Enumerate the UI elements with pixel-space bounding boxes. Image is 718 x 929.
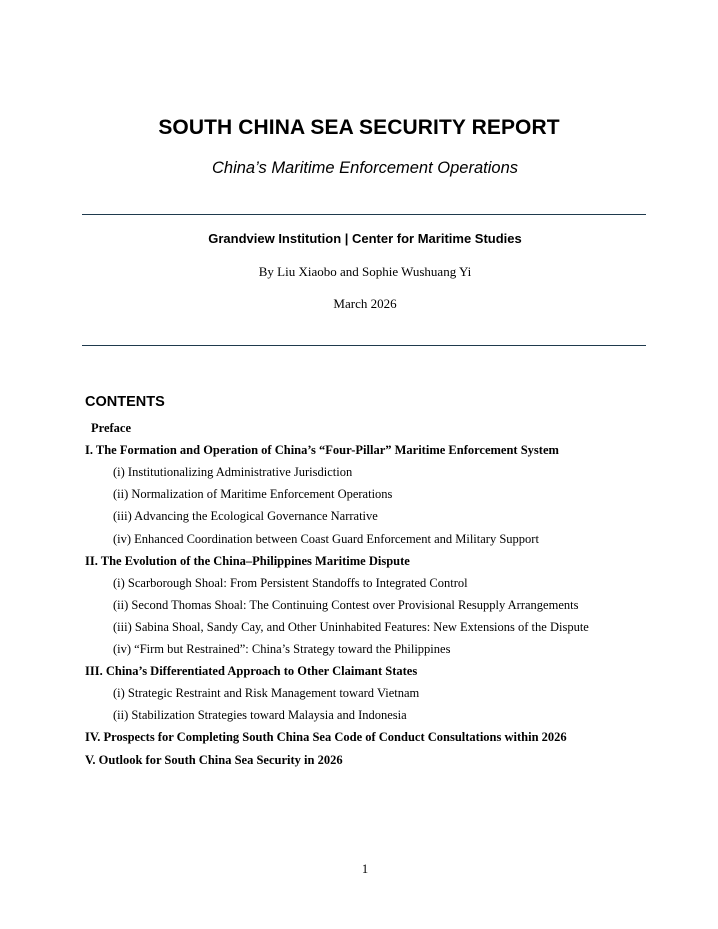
- authors-line: By Liu Xiaobo and Sophie Wushuang Yi: [258, 264, 472, 279]
- bottom-divider: [82, 345, 646, 346]
- institution-line: Grandview Institution | Center for Maritime Studies: [208, 231, 522, 246]
- toc-section: II. The Evolution of the China–Philippines Maritime Dispute: [85, 553, 410, 568]
- toc-subsection: (iv) Enhanced Coordination between Coast Guard Enforcement and Military Support: [113, 531, 539, 546]
- toc-subsection: (iv) “Firm but Restrained”: China’s Strategy toward the Philippines: [113, 642, 451, 656]
- report-title: SOUTH CHINA SEA SECURITY REPORT: [158, 116, 560, 139]
- toc-subsection: (iii) Sabina Shoal, Sandy Cay, and Other Uninhabited Features: New Extensions of the Dispute: [113, 619, 589, 634]
- contents-heading: CONTENTS: [85, 394, 165, 410]
- publication-date: March 2026: [333, 296, 397, 311]
- toc-section: IV. Prospects for Completing South China Sea Code of Conduct Consultations within 2026: [85, 730, 567, 745]
- toc-section: V. Outlook for South China Sea Security in 2026: [85, 752, 343, 767]
- toc-subsection: (ii) Second Thomas Shoal: The Continuing Contest over Provisional Resupply Arrangements: [113, 597, 579, 612]
- top-divider: [82, 214, 646, 215]
- toc-subsection: (i) Strategic Restraint and Risk Management toward Vietnam: [113, 686, 420, 701]
- toc-section: I. The Formation and Operation of China’s “Four-Pillar” Maritime Enforcement System: [85, 443, 559, 458]
- report-subtitle: China’s Maritime Enforcement Operations: [212, 159, 518, 177]
- toc-subsection: (iii) Advancing the Ecological Governance Narrative: [113, 509, 378, 524]
- toc-subsection: (ii) Stabilization Strategies toward Malaysia and Indonesia: [113, 708, 407, 723]
- toc-section: III. China’s Differentiated Approach to Other Claimant States: [85, 664, 418, 679]
- toc-subsection: (ii) Normalization of Maritime Enforcement Operations: [113, 487, 393, 502]
- toc-preface: Preface: [91, 421, 132, 435]
- page-number: 1: [361, 862, 369, 876]
- toc-subsection: (i) Scarborough Shoal: From Persistent Standoffs to Integrated Control: [113, 575, 468, 590]
- toc-subsection: (i) Institutionalizing Administrative Jurisdiction: [113, 465, 353, 480]
